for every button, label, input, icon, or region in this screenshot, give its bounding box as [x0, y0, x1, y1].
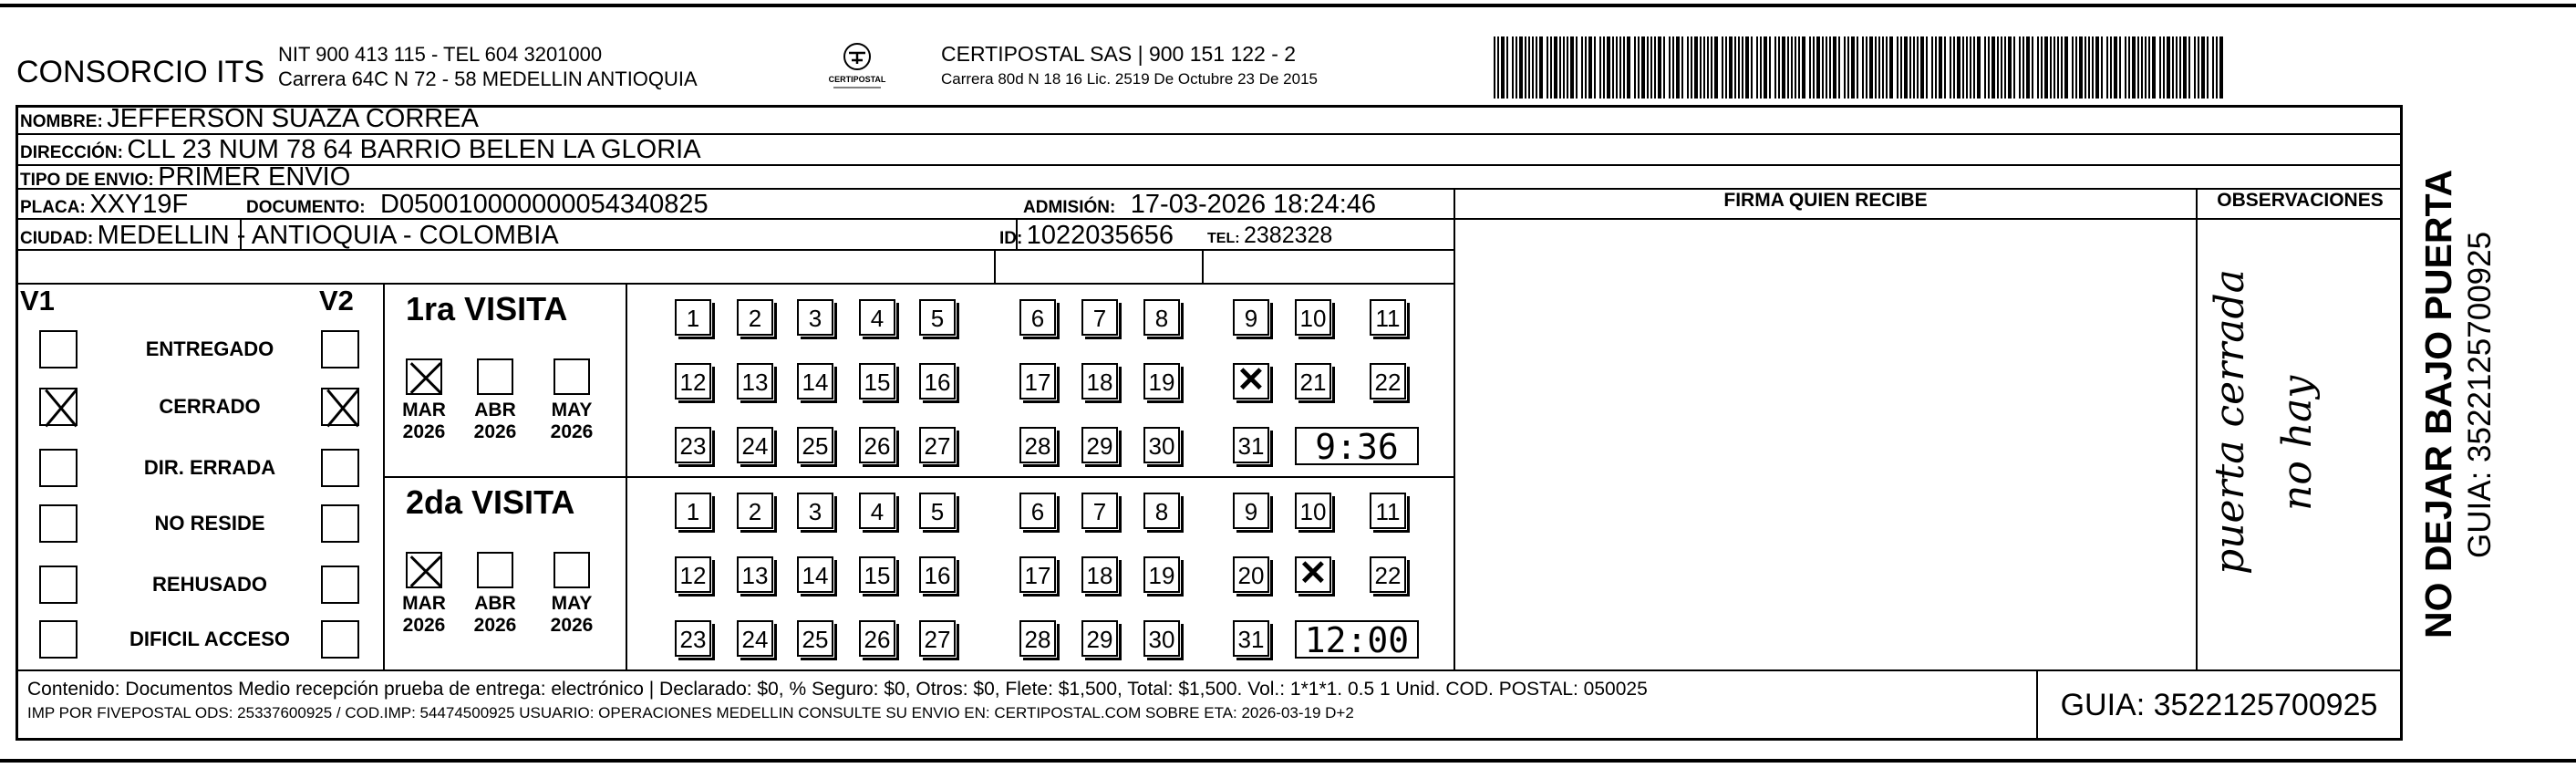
- day-box[interactable]: 28: [1019, 620, 1056, 657]
- month-name: ABR: [474, 593, 516, 614]
- bottom-border: [0, 759, 2576, 763]
- day-box[interactable]: 30: [1143, 620, 1180, 657]
- v1-checkbox[interactable]: [39, 566, 78, 604]
- day-box[interactable]: 22: [1370, 556, 1406, 593]
- day-box[interactable]: 13: [737, 363, 773, 400]
- day-box[interactable]: [1233, 363, 1269, 400]
- day-box[interactable]: 15: [859, 556, 895, 593]
- day-box[interactable]: 1: [675, 493, 711, 529]
- month-label: [397, 593, 451, 637]
- day-box[interactable]: 29: [1081, 620, 1118, 657]
- day-box[interactable]: 5: [919, 299, 956, 336]
- certipostal-logo: [819, 40, 895, 95]
- month-year: 2026: [550, 615, 594, 636]
- documento-label: DOCUMENTO:: [246, 198, 366, 217]
- day-box[interactable]: 17: [1019, 556, 1056, 593]
- admision-field: [1023, 190, 1376, 220]
- day-box[interactable]: 23: [675, 427, 711, 463]
- footer-contents: Contenido: Documentos Medio recepción prueba de entrega: electrónico | Declarado: $0, % Seguro: $0, Otros: $0, Flete: $1,500, Total: $1,500. Vol.: 1*1*1. 0.5 1 Unid. COD. POSTAL: 050025: [27, 679, 1648, 700]
- tel-label: TEL:: [1207, 231, 1240, 246]
- certipostal-info: [941, 42, 1318, 91]
- v2-checkbox[interactable]: [321, 504, 359, 543]
- day-box[interactable]: 20: [1233, 556, 1269, 593]
- day-box[interactable]: 31: [1233, 620, 1269, 657]
- day-box[interactable]: 3: [797, 299, 833, 336]
- month-year: 2026: [473, 615, 517, 636]
- day-box[interactable]: 16: [919, 556, 956, 593]
- certipostal-name: CERTIPOSTAL SAS | 900 151 122 - 2: [941, 42, 1297, 66]
- firma-area[interactable]: [1455, 220, 2196, 669]
- status-label: REHUSADO: [152, 573, 267, 596]
- day-box[interactable]: 29: [1081, 427, 1118, 463]
- day-box[interactable]: 8: [1143, 299, 1180, 336]
- day-box[interactable]: 28: [1019, 427, 1056, 463]
- month-name: MAY: [551, 400, 593, 420]
- v1-header: V1: [20, 285, 55, 317]
- side-notice: NO DEJAR BAJO PUERTA: [2417, 169, 2459, 638]
- month-name: MAY: [551, 593, 593, 614]
- day-box[interactable]: 7: [1081, 299, 1118, 336]
- day-box[interactable]: 16: [919, 363, 956, 400]
- v1-checkbox[interactable]: [39, 388, 78, 426]
- visit-time[interactable]: 12:00: [1295, 620, 1419, 659]
- status-label: DIFICIL ACCESO: [129, 628, 290, 650]
- day-box[interactable]: 24: [737, 620, 773, 657]
- tel-value: 2382328: [1244, 223, 1333, 248]
- nombre-label: NOMBRE:: [20, 112, 103, 131]
- v2-checkbox[interactable]: [321, 388, 359, 426]
- day-box[interactable]: 24: [737, 427, 773, 463]
- month-year: 2026: [402, 421, 446, 442]
- day-box[interactable]: 8: [1143, 493, 1180, 529]
- day-box[interactable]: 6: [1019, 493, 1056, 529]
- day-box[interactable]: 25: [797, 620, 833, 657]
- side-guia: GUIA: 3522125700925: [2462, 231, 2498, 558]
- nit-line: NIT 900 413 115 - TEL 604 3201000: [278, 43, 603, 66]
- status-label: ENTREGADO: [145, 337, 274, 360]
- day-box[interactable]: 12: [675, 363, 711, 400]
- month-checkbox[interactable]: [477, 358, 513, 395]
- barcode: [1494, 36, 2225, 99]
- admision-value: 17-03-2026 18:24:46: [1130, 190, 1377, 219]
- id-value: 1022035656: [1026, 221, 1174, 250]
- admision-label: ADMISIÓN:: [1023, 198, 1116, 217]
- tipo-label: TIPO DE ENVIO:: [20, 171, 154, 190]
- visit-title: 2da VISITA: [406, 483, 575, 521]
- day-box[interactable]: 26: [859, 620, 895, 657]
- month-checkbox[interactable]: [406, 358, 442, 395]
- day-box[interactable]: 25: [797, 427, 833, 463]
- tel-field: [1207, 223, 1332, 249]
- day-box[interactable]: 15: [859, 363, 895, 400]
- month-year: 2026: [402, 615, 446, 636]
- id-label: ID:: [999, 229, 1023, 248]
- day-box[interactable]: 9: [1233, 493, 1269, 529]
- month-checkbox[interactable]: [553, 358, 590, 395]
- day-box[interactable]: 11: [1370, 493, 1406, 529]
- month-year: 2026: [473, 421, 517, 442]
- day-box[interactable]: 21: [1295, 363, 1331, 400]
- day-box[interactable]: 19: [1143, 363, 1180, 400]
- day-box[interactable]: 19: [1143, 556, 1180, 593]
- month-label: [468, 593, 522, 637]
- day-box[interactable]: 2: [737, 299, 773, 336]
- nombre-row: [20, 104, 479, 134]
- month-label: [544, 400, 599, 443]
- observation-note-1: puerta cerrada: [2207, 269, 2253, 575]
- company-name: CONSORCIO ITS: [16, 55, 265, 89]
- v2-header: V2: [319, 285, 354, 317]
- month-checkbox[interactable]: [406, 552, 442, 588]
- day-box[interactable]: 3: [797, 493, 833, 529]
- company-contact: [278, 42, 698, 91]
- tipo-value: PRIMER ENVIO: [158, 162, 351, 192]
- day-box[interactable]: 7: [1081, 493, 1118, 529]
- day-box[interactable]: 17: [1019, 363, 1056, 400]
- direccion-row: [20, 135, 701, 165]
- direccion-label: DIRECCIÓN:: [20, 143, 123, 162]
- day-box[interactable]: 31: [1233, 427, 1269, 463]
- day-box[interactable]: 10: [1295, 299, 1331, 336]
- visit-time[interactable]: 9:36: [1295, 427, 1419, 465]
- day-box[interactable]: 11: [1370, 299, 1406, 336]
- nombre-value: JEFFERSON SUAZA CORREA: [107, 104, 479, 133]
- day-box[interactable]: 18: [1081, 363, 1118, 400]
- day-box[interactable]: 27: [919, 427, 956, 463]
- company-address: Carrera 64C N 72 - 58 MEDELLIN ANTIOQUIA: [278, 67, 698, 90]
- ciudad-label: CIUDAD:: [20, 229, 94, 248]
- v2-checkbox[interactable]: [321, 620, 359, 659]
- svg-text:CERTIPOSTAL: CERTIPOSTAL: [828, 75, 886, 84]
- month-checkbox[interactable]: [553, 552, 590, 588]
- observation-note-2: no hay: [2274, 375, 2321, 511]
- v2-checkbox[interactable]: [321, 566, 359, 604]
- documento-field: [246, 190, 709, 220]
- ciudad-field: [20, 221, 559, 251]
- documento-value: D050010000000054340825: [380, 190, 709, 219]
- v1-checkbox[interactable]: [39, 620, 78, 659]
- status-label: CERRADO: [159, 395, 261, 418]
- day-box[interactable]: 27: [919, 620, 956, 657]
- day-box[interactable]: 2: [737, 493, 773, 529]
- day-box[interactable]: [1295, 556, 1331, 593]
- v1-checkbox[interactable]: [39, 504, 78, 543]
- certipostal-license: Carrera 80d N 18 16 Lic. 2519 De Octubre 23 De 2015: [941, 70, 1318, 88]
- observaciones-header: OBSERVACIONES: [2217, 190, 2384, 211]
- day-box[interactable]: 14: [797, 556, 833, 593]
- placa-field: [20, 190, 188, 220]
- day-box[interactable]: 6: [1019, 299, 1056, 336]
- placa-value: XXY19F: [89, 190, 189, 219]
- tipo-row: [20, 162, 350, 192]
- v2-checkbox[interactable]: [321, 449, 359, 487]
- month-year: 2026: [550, 421, 594, 442]
- day-box[interactable]: 10: [1295, 493, 1331, 529]
- day-box[interactable]: 18: [1081, 556, 1118, 593]
- status-label: DIR. ERRADA: [143, 456, 276, 479]
- guia-number: GUIA: 3522125700925: [2036, 669, 2400, 741]
- v1-checkbox[interactable]: [39, 330, 78, 368]
- month-name: MAR: [402, 400, 446, 420]
- ciudad-value: MEDELLIN - ANTIOQUIA - COLOMBIA: [97, 221, 559, 250]
- day-box[interactable]: 30: [1143, 427, 1180, 463]
- direccion-value: CLL 23 NUM 78 64 BARRIO BELEN LA GLORIA: [127, 135, 701, 164]
- id-field: [999, 221, 1174, 251]
- status-label: NO RESIDE: [154, 512, 265, 534]
- month-label: [468, 400, 522, 443]
- day-box[interactable]: 26: [859, 427, 895, 463]
- day-box[interactable]: 9: [1233, 299, 1269, 336]
- day-box[interactable]: 1: [675, 299, 711, 336]
- day-box[interactable]: 4: [859, 493, 895, 529]
- month-checkbox[interactable]: [477, 552, 513, 588]
- placa-label: PLACA:: [20, 198, 86, 217]
- day-box[interactable]: 23: [675, 620, 711, 657]
- footer-tracking: IMP POR FIVEPOSTAL ODS: 25337600925 / COD.IMP: 54474500925 USUARIO: OPERACIONES MEDELLIN CONSULTE SU ENVIO EN: CERTIPOSTAL.COM SOBRE ETA: 2026-03-19 D+2: [27, 704, 1354, 721]
- day-box[interactable]: 22: [1370, 363, 1406, 400]
- month-name: ABR: [474, 400, 516, 420]
- firma-header: FIRMA QUIEN RECIBE: [1723, 190, 1928, 211]
- visit-title: 1ra VISITA: [406, 290, 568, 327]
- v2-checkbox[interactable]: [321, 330, 359, 368]
- month-name: MAR: [402, 593, 446, 614]
- day-box[interactable]: 12: [675, 556, 711, 593]
- day-box[interactable]: 4: [859, 299, 895, 336]
- top-border: [0, 4, 2576, 7]
- month-label: [544, 593, 599, 637]
- day-box[interactable]: 5: [919, 493, 956, 529]
- v1-checkbox[interactable]: [39, 449, 78, 487]
- day-box[interactable]: 13: [737, 556, 773, 593]
- day-box[interactable]: 14: [797, 363, 833, 400]
- month-label: [397, 400, 451, 443]
